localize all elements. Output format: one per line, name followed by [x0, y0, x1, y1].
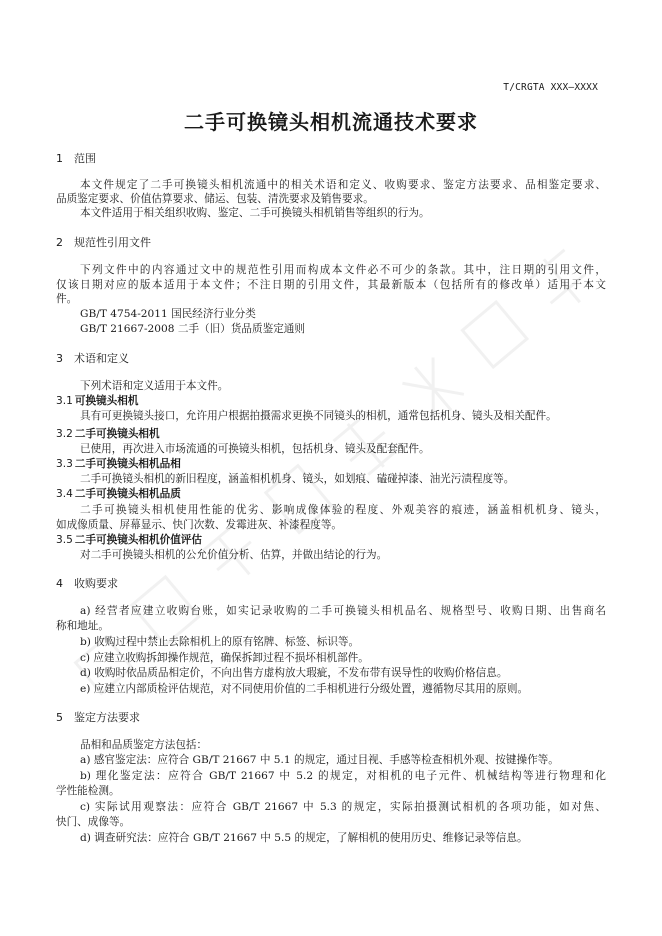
section-heading-5: 5 鉴定方法要求 [56, 711, 140, 724]
document-code: T/CRGTA XXX—XXXX [503, 82, 598, 93]
document-title: 二手可换镜头相机流通技术要求 [184, 110, 478, 134]
reference-item: GB/T 4754-2011 国民经济行业分类 [80, 308, 256, 320]
section-heading-1: 1 范围 [56, 152, 96, 165]
term-definition: 对二手可换镜头相机的公允价值分析、估算，并做出结论的行为。 [80, 549, 388, 561]
section-heading-3: 3 术语和定义 [56, 352, 129, 365]
list-item: c) 应建立收购拆卸操作规范，确保拆卸过程不损坏相机部件。 [80, 652, 369, 664]
paragraph: 仅该日期对应的版本适用于本文件；不注日期的引用文件，其最新版本（包括所有的修改单）适用于本文 [56, 279, 606, 291]
term-definition: 二手可换镜头相机的新旧程度，涵盖相机机身、镜头，如划痕、磕碰掉漆、油光污渍程度等。 [80, 473, 515, 485]
paragraph: 下列文件中的内容通过文中的规范性引用而构成本文件必不可少的条款。其中，注日期的引用文件， [80, 264, 606, 276]
list-item: 学性能检测。 [56, 785, 120, 797]
paragraph: 本文件规定了二手可换镜头相机流通中的相关术语和定义、收购要求、鉴定方法要求、品相鉴定要求、 [80, 179, 606, 191]
list-item: 称和地址。 [56, 620, 109, 632]
term-definition: 具有可更换镜头接口，允许用户根据拍摄需求更换不同镜头的相机，通常包括机身、镜头及相关配件。 [80, 410, 557, 422]
term-heading-3-1: 3.1 可换镜头相机 [56, 395, 139, 407]
term-heading-3-2: 3.2 二手可换镜头相机 [56, 428, 160, 440]
reference-item: GB/T 21667-2008 二手（旧）货品质鉴定通则 [80, 323, 305, 335]
term-heading-3-3: 3.3 二手可换镜头相机品相 [56, 458, 181, 470]
list-item: b) 理化鉴定法：应符合 GB/T 21667 中 5.2 的规定，对相机的电子元件、机械结构等进行物理和化 [80, 770, 606, 782]
term-definition: 如成像质量、屏幕显示、快门次数、发霉进灰、补漆程度等。 [56, 519, 343, 531]
term-definition: 已使用，再次进入市场流通的可换镜头相机，包括机身、镜头及配套配件。 [80, 443, 430, 455]
paragraph: 件。 [56, 293, 78, 305]
list-item: e) 应建立内部质检评估规范，对不同使用价值的二手相机进行分级处置，遵循物尽其用的原则。 [80, 683, 529, 695]
list-item: d) 收购时依品质品相定价，不向出售方虚构放大瑕疵，不发布带有误导性的收购价格信息。 [80, 667, 508, 679]
paragraph: 下列术语和定义适用于本文件。 [80, 380, 229, 392]
paragraph: 品质鉴定要求、价值估算要求、储运、包装、清洗要求及销售要求。 [56, 193, 374, 205]
paragraph: 本文件适用于相关组织收购、鉴定、二手可换镜头相机销售等组织的行为。 [80, 207, 430, 219]
term-heading-3-5: 3.5 二手可换镜头相机价值评估 [56, 534, 202, 546]
term-definition: 二手可换镜头相机使用性能的优劣、影响成像体验的程度、外观美容的痕迹，涵盖相机机身、镜头， [80, 504, 606, 516]
section-heading-2: 2 规范性引用文件 [56, 236, 151, 249]
paragraph: 品相和品质鉴定方法包括： [80, 739, 208, 751]
list-item: d) 调查研究法：应符合 GB/T 21667 中 5.5 的规定，了解相机的使用历史、维修记录等信息。 [80, 832, 528, 844]
list-item: c) 实际试用观察法：应符合 GB/T 21667 中 5.3 的规定，实际拍摄测试相机的各项功能，如对焦、 [80, 801, 606, 813]
section-heading-4: 4 收购要求 [56, 577, 118, 590]
term-heading-3-4: 3.4 二手可换镜头相机品质 [56, 488, 181, 500]
list-item: 快门、成像等。 [56, 816, 131, 828]
list-item: a) 感官鉴定法：应符合 GB/T 21667 中 5.1 的规定，通过目视、手感等检查相机外观、按键操作等。 [80, 754, 559, 766]
list-item: b) 收购过程中禁止去除相机上的原有铭牌、标签、标识等。 [80, 636, 360, 648]
list-item: a) 经营者应建立收购台账，如实记录收购的二手可换镜头相机品名、规格型号、收购日期、出售商名 [80, 605, 606, 617]
